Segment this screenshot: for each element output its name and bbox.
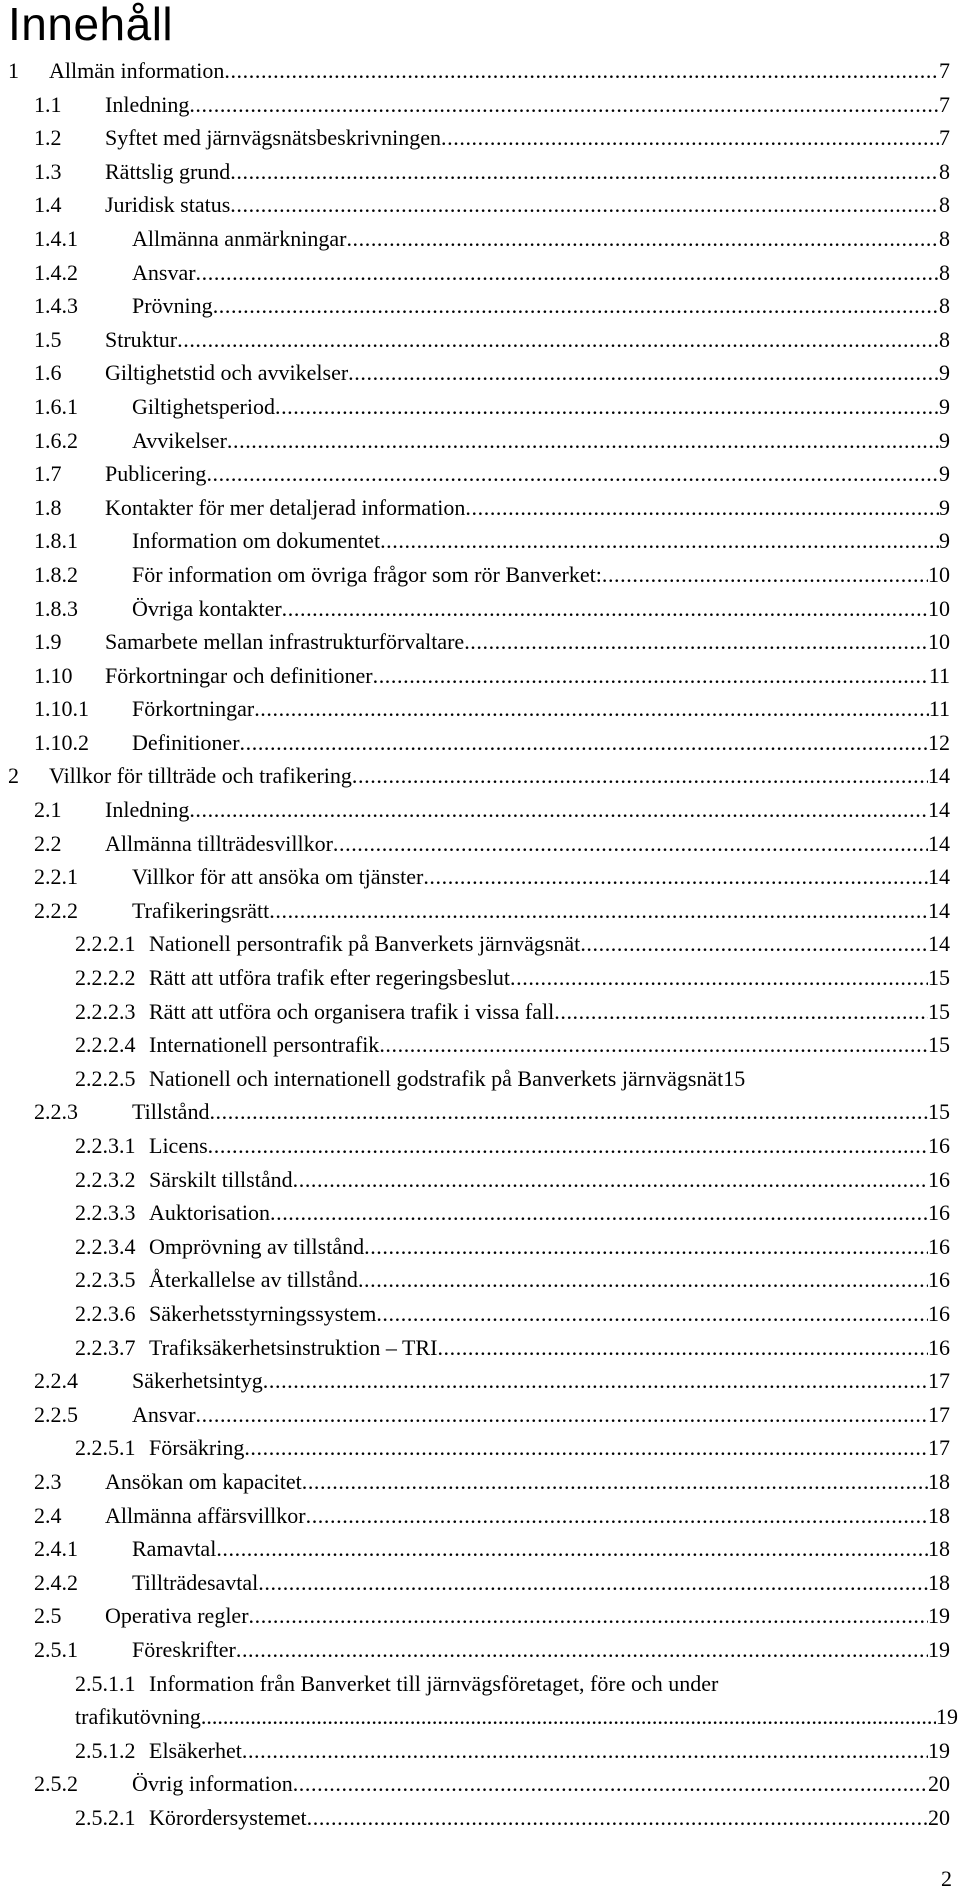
- toc-entry[interactable]: [0, 860, 960, 894]
- toc-entry-page: 16: [928, 1166, 950, 1192]
- toc-entry[interactable]: [0, 961, 960, 995]
- toc-entry-number: 2.4: [34, 1502, 62, 1528]
- toc-entry-title: Körordersystemet: [149, 1804, 307, 1830]
- toc-entry-title: Internationell persontrafik: [149, 1032, 380, 1058]
- toc-entry-page: 18: [928, 1569, 950, 1595]
- dot-leader: [254, 692, 929, 726]
- toc-entry-number: 1.6: [34, 360, 62, 386]
- toc-entry[interactable]: [0, 1767, 960, 1801]
- toc-entry[interactable]: [0, 1230, 960, 1264]
- dot-leader: [282, 592, 928, 626]
- toc-entry-title: Struktur: [105, 326, 178, 352]
- toc-entry-number: 1.8.2: [34, 561, 78, 587]
- toc-entry[interactable]: [0, 155, 960, 189]
- toc-entry-page: 19: [936, 1704, 958, 1730]
- toc-entry[interactable]: [0, 1095, 960, 1129]
- toc-entry[interactable]: [0, 424, 960, 458]
- toc-entry-title: Elsäkerhet: [149, 1737, 242, 1763]
- toc-entry[interactable]: [0, 1801, 960, 1835]
- toc-entry[interactable]: [0, 1297, 960, 1331]
- toc-entry-number: 2.2.3.3: [75, 1200, 136, 1226]
- dot-leader: [196, 256, 939, 290]
- toc-entry-page: 16: [928, 1267, 950, 1293]
- dot-leader: [437, 1331, 928, 1365]
- toc-entry-title: Samarbete mellan infrastrukturförvaltare: [105, 629, 465, 655]
- toc-entry-page: 15: [928, 965, 950, 991]
- dot-leader: [249, 1599, 928, 1633]
- toc-entry-number: 2.5.2: [34, 1771, 78, 1797]
- toc-entry-number: 2: [8, 763, 19, 789]
- dot-leader: [302, 1465, 928, 1499]
- toc-entry-title: Syftet med järnvägsnätsbeskrivningen: [105, 125, 442, 151]
- toc-entry-number: 2.2.1: [34, 864, 78, 890]
- toc-entry-number: 1.8.3: [34, 595, 78, 621]
- page-number: 2: [941, 1866, 952, 1891]
- toc-entry-page: 16: [928, 1334, 950, 1360]
- toc-entry-title: Förkortningar: [132, 696, 255, 722]
- toc-entry-title: Avvikelser: [132, 427, 227, 453]
- toc-entry-number: 1.7: [34, 461, 62, 487]
- toc-entry-page: 9: [939, 360, 950, 386]
- dot-leader: [216, 1532, 928, 1566]
- toc-entry-number: 2.2.2.5: [75, 1065, 136, 1091]
- toc-entry-page: 14: [928, 864, 950, 890]
- toc-entry-title: Förkortningar och definitioner: [105, 662, 373, 688]
- toc-entry-page: 8: [939, 158, 950, 184]
- toc-entry-page: 9: [939, 528, 950, 554]
- toc-entry[interactable]: [0, 759, 960, 793]
- toc-entry-title: Information om dokumentet: [132, 528, 381, 554]
- toc-entry-page: 18: [928, 1502, 950, 1528]
- dot-leader: [333, 827, 928, 861]
- toc-entry[interactable]: [0, 356, 960, 390]
- toc-entry-title: Ansökan om kapacitet: [105, 1468, 302, 1494]
- toc-entry[interactable]: [0, 188, 960, 222]
- toc-entry-number: 2.3: [34, 1468, 62, 1494]
- toc-entry[interactable]: [0, 457, 960, 491]
- toc-entry-page: 14: [928, 797, 950, 823]
- toc-entry-title: Kontakter för mer detaljerad information: [105, 494, 466, 520]
- toc-entry-title: Ansvar: [132, 1401, 196, 1427]
- toc-entry-page: 11: [928, 696, 950, 722]
- toc-entry-number: 2.4.2: [34, 1569, 78, 1595]
- toc-entry-number: 2.5.1.2: [75, 1737, 136, 1763]
- toc-entry[interactable]: [0, 1196, 960, 1230]
- toc-entry-number: 1.8.1: [34, 528, 78, 554]
- toc-entry[interactable]: [0, 1398, 960, 1432]
- dot-leader: [240, 726, 928, 760]
- toc-entry[interactable]: [0, 491, 960, 525]
- toc-entry-title: Inledning: [105, 91, 190, 117]
- toc-entry[interactable]: [0, 995, 960, 1029]
- toc-entry-page: 7: [939, 125, 950, 151]
- toc-entry[interactable]: [0, 1465, 960, 1499]
- toc-entry[interactable]: [0, 1532, 960, 1566]
- toc-entry-number: 1.2: [34, 125, 62, 151]
- toc-entry[interactable]: [0, 1364, 960, 1398]
- toc-entry-page: 12: [928, 729, 950, 755]
- toc-entry-number: 1.4.3: [34, 293, 78, 319]
- toc-entry[interactable]: [0, 1163, 960, 1197]
- toc-entry[interactable]: [0, 625, 960, 659]
- toc-entry[interactable]: [0, 54, 960, 88]
- dot-leader: [373, 659, 929, 693]
- toc-entry-page: 8: [939, 225, 950, 251]
- dot-leader: [348, 356, 939, 390]
- toc-entry-number: 2.2.2: [34, 897, 78, 923]
- toc-entry-title: Tillträdesavtal: [132, 1569, 259, 1595]
- toc-entry-number: 2.5.2.1: [75, 1804, 136, 1830]
- toc-entry[interactable]: [0, 827, 960, 861]
- toc-entry[interactable]: [0, 659, 960, 693]
- toc-entry-page: 14: [928, 763, 950, 789]
- dot-leader: [293, 1767, 928, 1801]
- dot-leader: [352, 759, 928, 793]
- toc-entry-title: Ansvar: [132, 259, 196, 285]
- toc-entry-page: 16: [928, 1200, 950, 1226]
- toc-entry-title: Rätt att utföra trafik efter regeringsbeslut: [149, 965, 511, 991]
- toc-entry-page: 8: [939, 259, 950, 285]
- toc-entry-title: Rätt att utföra och organisera trafik i vissa fall: [149, 998, 555, 1024]
- toc-entry-number: 2.2.5: [34, 1401, 78, 1427]
- toc-entry-title: Inledning: [105, 797, 190, 823]
- toc-entry[interactable]: [0, 927, 960, 961]
- toc-entry-title: Prövning: [132, 293, 213, 319]
- toc-entry[interactable]: [0, 222, 960, 256]
- toc-entry-title: Nationell persontrafik på Banverkets järnvägsnät: [149, 931, 581, 957]
- dot-leader: [423, 860, 928, 894]
- dot-leader: [242, 1734, 928, 1768]
- toc-entry-page: 19: [928, 1737, 950, 1763]
- dot-leader: [465, 491, 939, 525]
- dot-leader: [364, 1230, 928, 1264]
- toc-entry-title: Publicering: [105, 461, 207, 487]
- dot-leader: [224, 54, 939, 88]
- toc-entry-page: 7: [939, 91, 950, 117]
- toc-entry-number: 2.2.3.5: [75, 1267, 136, 1293]
- dot-leader: [189, 793, 928, 827]
- toc-entry[interactable]: [0, 1028, 960, 1062]
- toc-entry-number: 2.2.2.1: [75, 931, 136, 957]
- toc-entry-page: 15: [928, 998, 950, 1024]
- toc-entry[interactable]: [0, 692, 960, 726]
- toc-entry[interactable]: [0, 121, 960, 155]
- toc-entry-page: 19: [928, 1636, 950, 1662]
- toc-entry-title: Försäkring: [149, 1435, 245, 1461]
- dot-leader: [258, 1566, 928, 1600]
- toc-entry-page: 8: [939, 326, 950, 352]
- dot-leader: [263, 1364, 928, 1398]
- toc-entry[interactable]: [0, 726, 960, 760]
- toc-entry[interactable]: [0, 1129, 960, 1163]
- toc-entry-number: 2.2.2.4: [75, 1032, 136, 1058]
- dot-leader: [189, 88, 939, 122]
- dot-leader: [209, 1095, 928, 1129]
- toc-entry[interactable]: [0, 289, 960, 323]
- toc-entry-page: 7: [939, 58, 950, 83]
- toc-entry-title: Juridisk status: [105, 192, 231, 218]
- toc-entry-title: Omprövning av tillstånd: [149, 1233, 365, 1259]
- toc-entry-page: 16: [928, 1300, 950, 1326]
- dot-leader: [206, 457, 939, 491]
- toc-entry-number: 1.4: [34, 192, 62, 218]
- toc-entry-number: 2.2.3: [34, 1099, 78, 1125]
- toc-entry-title: Licens: [149, 1133, 208, 1158]
- toc-entry-page: 14: [928, 897, 950, 923]
- toc-entry-title: Övrig information: [132, 1771, 293, 1797]
- toc-entry-number: 1.3: [34, 158, 62, 184]
- dot-leader: [346, 222, 939, 256]
- toc-entry[interactable]: [0, 894, 960, 928]
- toc-entry[interactable]: [0, 1062, 960, 1096]
- toc-entry-page: 17: [928, 1401, 950, 1427]
- toc-entry-number: 1.10.1: [34, 696, 89, 722]
- toc-entry-title: trafikutövning: [75, 1704, 201, 1730]
- toc-entry[interactable]: [0, 1263, 960, 1297]
- toc-entry[interactable]: [0, 1633, 960, 1667]
- toc-entry-number: 1.4.2: [34, 259, 78, 285]
- toc-entry-number: 2.2.3.4: [75, 1233, 136, 1259]
- toc-entry-number: 2.4.1: [34, 1536, 78, 1562]
- toc-entry-page: 8: [939, 192, 950, 218]
- toc-entry[interactable]: [0, 1599, 960, 1633]
- toc-entry[interactable]: [0, 524, 960, 558]
- toc-entry-page: 14: [928, 931, 950, 957]
- dot-leader: [227, 424, 939, 458]
- toc-entry[interactable]: [0, 323, 960, 357]
- toc-entry[interactable]: [0, 88, 960, 122]
- toc-entry[interactable]: [0, 390, 960, 424]
- dot-leader: [358, 1263, 928, 1297]
- dot-leader: [213, 289, 939, 323]
- toc-entry-title: Information från Banverket till järnvägsföretaget, före och under: [149, 1670, 719, 1696]
- dot-leader: [177, 323, 939, 357]
- dot-leader: [464, 625, 928, 659]
- toc-entry-title: Allmänna anmärkningar: [132, 225, 347, 251]
- toc-entry-title: Trafiksäkerhetsinstruktion – TRI: [149, 1334, 438, 1360]
- toc-entry-title: Rättslig grund: [105, 158, 231, 184]
- table-of-contents: [0, 54, 960, 1834]
- toc-entry-number: 1.9: [34, 629, 62, 655]
- dot-leader: [236, 1633, 928, 1667]
- toc-entry-page: 15: [928, 1032, 950, 1058]
- dot-leader: [554, 995, 928, 1029]
- dot-leader: [196, 1398, 928, 1432]
- dot-leader: [275, 390, 939, 424]
- toc-entry-title: Allmänna tillträdesvillkor: [105, 830, 333, 856]
- toc-entry-title: Allmän information: [49, 58, 225, 83]
- toc-entry-number: 1.10.2: [34, 729, 89, 755]
- toc-entry-page: 9: [939, 461, 950, 487]
- toc-entry-page: 11: [928, 662, 950, 688]
- dot-leader: [379, 1028, 928, 1062]
- toc-entry[interactable]: [0, 1700, 960, 1734]
- toc-entry-number: 2.2.5.1: [75, 1435, 136, 1461]
- toc-entry-title: Villkor för att ansöka om tjänster: [132, 864, 424, 890]
- dot-leader: [580, 927, 928, 961]
- page-title: Innehåll: [8, 0, 174, 50]
- toc-entry-title: Allmänna affärsvillkor: [105, 1502, 306, 1528]
- toc-entry-page: 16: [928, 1233, 950, 1259]
- toc-entry-number: 2.1: [34, 797, 62, 823]
- toc-entry-number: 1.8: [34, 494, 62, 520]
- toc-entry-number: 1.4.1: [34, 225, 78, 251]
- toc-entry-title: Övriga kontakter: [132, 595, 282, 621]
- toc-entry-number: 2.2.4: [34, 1368, 78, 1394]
- toc-entry[interactable]: [0, 1499, 960, 1533]
- toc-entry-title: Villkor för tillträde och trafikering: [49, 763, 352, 789]
- dot-leader: [510, 961, 928, 995]
- toc-entry-number: 2.2.3.6: [75, 1300, 136, 1326]
- toc-entry-title: Auktorisation: [149, 1200, 270, 1226]
- toc-entry[interactable]: [0, 256, 960, 290]
- toc-entry-page: 17: [928, 1368, 950, 1394]
- toc-entry-number: 2.2.3.1: [75, 1133, 136, 1158]
- toc-entry[interactable]: [0, 1566, 960, 1600]
- toc-entry-page: 16: [928, 1133, 950, 1158]
- toc-entry-number: 1.6.1: [34, 393, 78, 419]
- dot-leader: [270, 1196, 928, 1230]
- toc-entry-title: Operativa regler: [105, 1603, 249, 1629]
- toc-entry-number: 1: [8, 58, 19, 83]
- toc-entry-number: 2.2.3.7: [75, 1334, 136, 1360]
- toc-entry-page: 8: [939, 293, 950, 319]
- toc-entry-title: Tillstånd: [132, 1099, 210, 1125]
- toc-entry-title: Återkallelse av tillstånd: [149, 1267, 358, 1293]
- dot-leader: [201, 1700, 936, 1734]
- dot-leader: [230, 155, 939, 189]
- toc-entry-number: 1.5: [34, 326, 62, 352]
- toc-entry[interactable]: [0, 1431, 960, 1465]
- toc-entry[interactable]: [0, 1667, 960, 1701]
- toc-entry[interactable]: [0, 1331, 960, 1365]
- toc-entry-title: För information om övriga frågor som rör Banverket:: [132, 561, 602, 587]
- dot-leader: [380, 524, 939, 558]
- toc-entry-number: 2.2.2.3: [75, 998, 136, 1024]
- toc-entry-page: 14: [928, 830, 950, 856]
- toc-entry-number: 1.6.2: [34, 427, 78, 453]
- toc-entry-number: 2.2.3.2: [75, 1166, 136, 1192]
- toc-entry-number: 1.10: [34, 662, 73, 688]
- toc-entry-page: 10: [928, 629, 950, 655]
- toc-entry-page: 18: [928, 1536, 950, 1562]
- toc-entry[interactable]: [0, 1734, 960, 1768]
- toc-entry-title: Nationell och internationell godstrafik på Banverkets järnvägsnät: [149, 1065, 724, 1091]
- toc-entry-page: 15: [723, 1065, 746, 1091]
- toc-entry-title: Föreskrifter: [132, 1636, 236, 1662]
- toc-entry-number: 2.2.2.2: [75, 965, 136, 991]
- toc-entry-title: Särskilt tillstånd: [149, 1166, 293, 1192]
- toc-entry-number: 2.5: [34, 1603, 62, 1629]
- toc-entry-title: Trafikeringsrätt: [132, 897, 270, 923]
- toc-entry-page: 10: [928, 595, 950, 621]
- toc-entry-number: 1.1: [34, 91, 62, 117]
- dot-leader: [230, 188, 939, 222]
- toc-entry-title: Säkerhetsstyrningssystem: [149, 1300, 377, 1326]
- toc-entry-title: Ramavtal: [132, 1536, 217, 1562]
- dot-leader: [376, 1297, 928, 1331]
- toc-entry-page: 10: [928, 561, 950, 587]
- toc-entry-page: 20: [928, 1804, 950, 1830]
- dot-leader: [293, 1163, 928, 1197]
- dot-leader: [244, 1431, 928, 1465]
- toc-entry-number: 2.2: [34, 830, 62, 856]
- toc-entry-page: 9: [939, 494, 950, 520]
- toc-entry-page: 17: [928, 1435, 950, 1461]
- toc-entry-page: 19: [928, 1603, 950, 1629]
- toc-entry[interactable]: [0, 793, 960, 827]
- toc-entry-number: 2.5.1: [34, 1636, 78, 1662]
- dot-leader: [602, 558, 928, 592]
- toc-entry[interactable]: [0, 558, 960, 592]
- toc-entry-title: Giltighetstid och avvikelser: [105, 360, 349, 386]
- toc-entry-page: 15: [928, 1099, 950, 1125]
- toc-entry-page: 9: [939, 427, 950, 453]
- toc-entry-page: 18: [928, 1468, 950, 1494]
- dot-leader: [208, 1129, 928, 1163]
- dot-leader: [306, 1499, 928, 1533]
- toc-entry[interactable]: [0, 592, 960, 626]
- toc-entry-page: 9: [939, 393, 950, 419]
- toc-entry-title: Säkerhetsintyg: [132, 1368, 263, 1394]
- dot-leader: [307, 1801, 928, 1835]
- toc-entry-page: 20: [928, 1771, 950, 1797]
- toc-entry-title: Definitioner: [132, 729, 240, 755]
- dot-leader: [441, 121, 939, 155]
- dot-leader: [269, 894, 928, 928]
- toc-entry-title: Giltighetsperiod: [132, 393, 275, 419]
- toc-entry-number: 2.5.1.1: [75, 1670, 136, 1696]
